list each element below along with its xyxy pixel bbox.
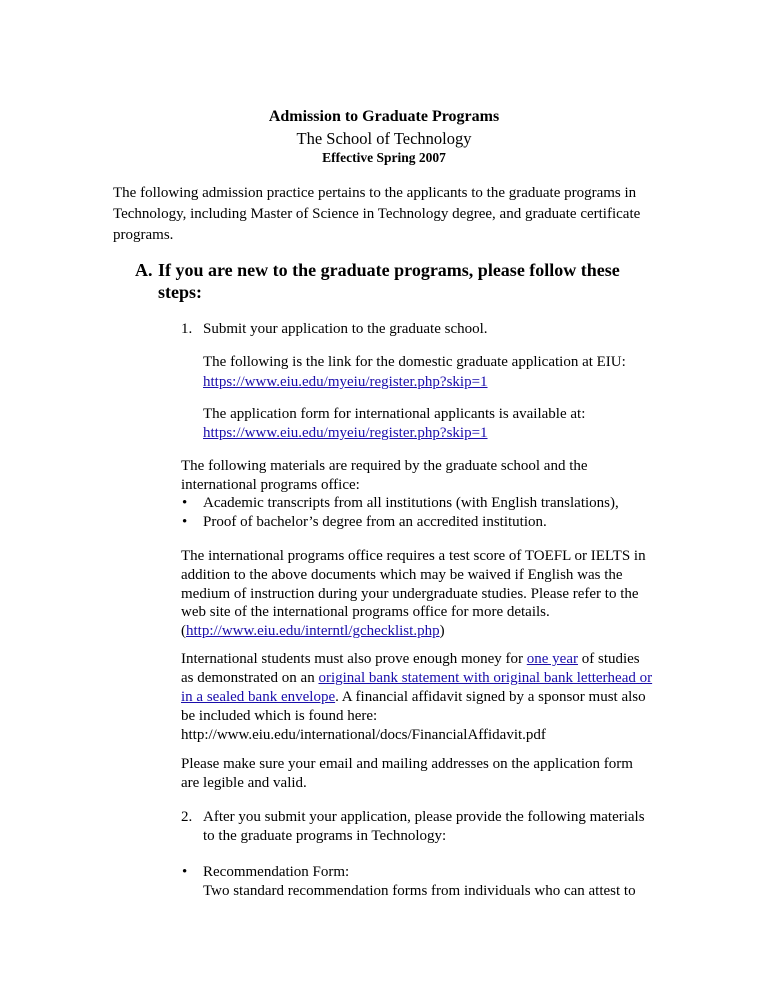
toefl-line-3: medium of instruction during your undergraduate studies. Please refer to the bbox=[181, 586, 639, 602]
effective-date: Effective Spring 2007 bbox=[322, 150, 446, 165]
materials-bullet-transcripts: Academic transcripts from all institutions (with English translations), bbox=[203, 495, 619, 511]
email-note-line-1: Please make sure your email and mailing addresses on the application form bbox=[181, 756, 633, 772]
email-note-line-2: are legible and valid. bbox=[181, 775, 307, 791]
international-checklist-link[interactable]: http://www.eiu.edu/interntl/gchecklist.php bbox=[186, 623, 440, 639]
step-2-line-2: to the graduate programs in Technology: bbox=[203, 828, 447, 844]
section-a-heading: If you are new to the graduate programs, please follow these bbox=[158, 260, 620, 280]
funds-line-2: as demonstrated on an original bank statement with original bank letterhead or bbox=[181, 670, 653, 686]
materials-bullet-degree: Proof of bachelor’s degree from an accredited institution. bbox=[203, 514, 547, 530]
page-title: Admission to Graduate Programs bbox=[268, 108, 500, 125]
international-application-text: The application form for international applicants is available at: bbox=[203, 406, 586, 422]
domestic-application-link[interactable]: https://www.eiu.edu/myeiu/register.php?skip=1 bbox=[203, 374, 488, 390]
school-name: The School of Technology bbox=[296, 129, 472, 148]
step-2-line-1: After you submit your application, please provide the following materials bbox=[203, 809, 645, 825]
materials-line-2: international programs office: bbox=[181, 477, 360, 493]
recommendation-text: Two standard recommendation forms from individuals who can attest to bbox=[203, 883, 636, 899]
intro-line-2: Technology, including Master of Science in Technology degree, and graduate certificate bbox=[113, 206, 641, 222]
toefl-line-2: addition to the above documents which may be waived if English was the bbox=[181, 567, 623, 583]
funds-line-1: International students must also prove enough money for one year of studies bbox=[181, 651, 640, 667]
one-year-link[interactable]: one year bbox=[526, 651, 578, 667]
step-1-number: 1. bbox=[181, 321, 193, 337]
domestic-application-text: The following is the link for the domestic graduate application at EIU: bbox=[203, 354, 626, 370]
international-application-link[interactable]: https://www.eiu.edu/myeiu/register.php?skip=1 bbox=[203, 425, 488, 441]
funds-line-4: be included which is found here: bbox=[181, 708, 378, 724]
intro-line-1: The following admission practice pertains to the applicants to the graduate programs in bbox=[113, 185, 637, 201]
bank-statement-note: original bank statement with original bank letterhead or bbox=[318, 670, 653, 686]
section-a-heading-cont: steps: bbox=[158, 282, 202, 302]
funds-line-3: in a sealed bank envelope. A financial affidavit signed by a sponsor must also bbox=[181, 689, 646, 705]
step-1-text: Submit your application to the graduate school. bbox=[203, 321, 488, 337]
bullet-icon: • bbox=[182, 864, 188, 880]
bullet-icon: • bbox=[182, 495, 188, 511]
section-a-marker: A. bbox=[135, 260, 153, 280]
materials-line-1: The following materials are required by the graduate school and the bbox=[181, 458, 588, 474]
bullet-icon: • bbox=[182, 514, 188, 530]
recommendation-title: Recommendation Form: bbox=[203, 864, 350, 880]
toefl-line-4: web site of the international programs office for more details. bbox=[181, 604, 550, 620]
step-2-number: 2. bbox=[181, 809, 193, 825]
financial-affidavit-url: http://www.eiu.edu/international/docs/FinancialAffidavit.pdf bbox=[181, 727, 546, 743]
toefl-link-line: (http://www.eiu.edu/interntl/gchecklist.php) bbox=[181, 623, 445, 639]
toefl-line-1: The international programs office requires a test score of TOEFL or IELTS in bbox=[181, 548, 646, 564]
sealed-envelope-note: in a sealed bank envelope bbox=[181, 689, 336, 705]
intro-line-3: programs. bbox=[113, 227, 174, 243]
